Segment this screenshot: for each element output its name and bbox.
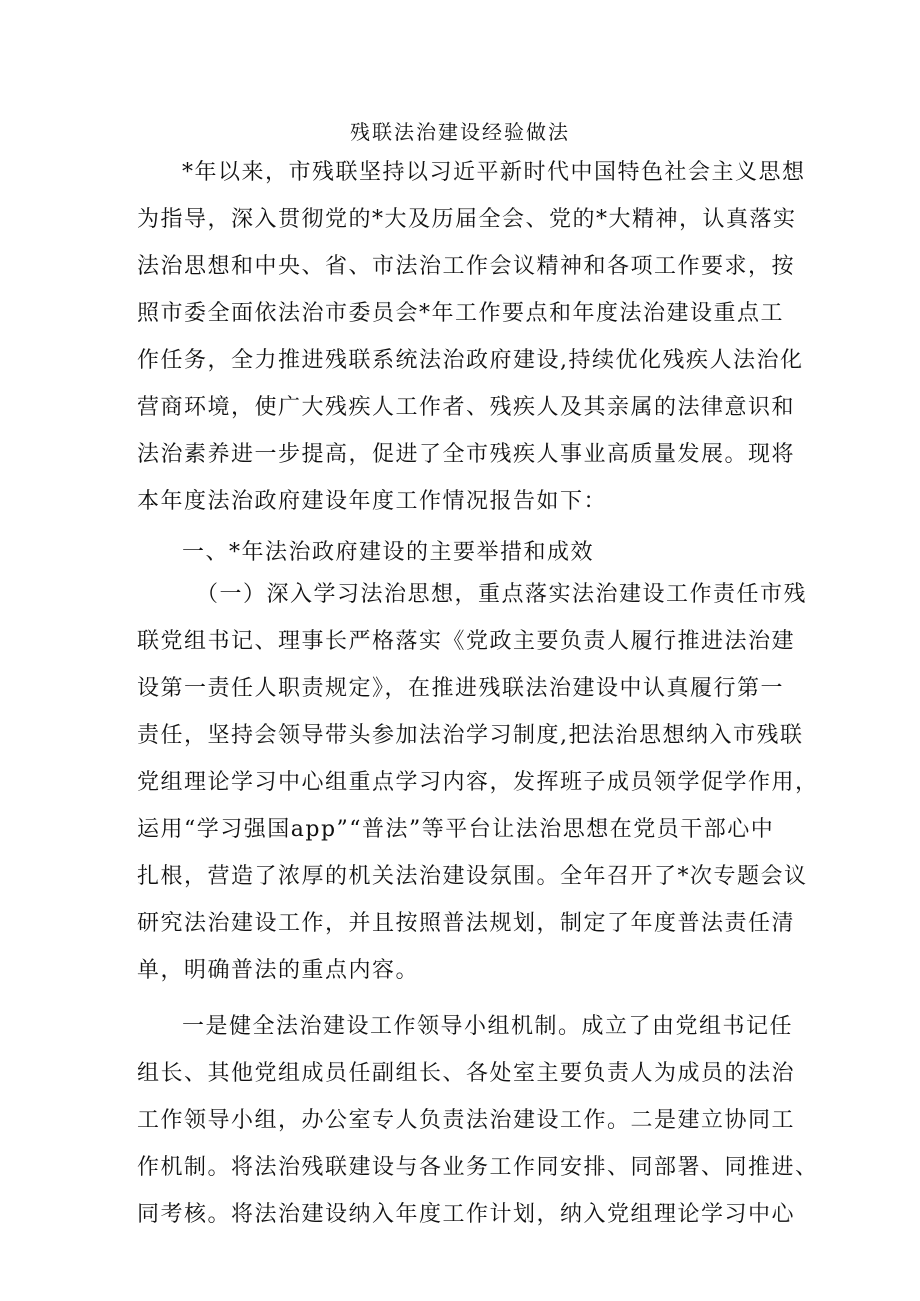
paragraph-line: 法治思想和中央、省、市法治工作会议精神和各项工作要求，按 [137,254,796,279]
paragraph-line: （一）深入学习法治思想，重点落实法治建设工作责任市残 [196,582,808,607]
document-title: 残联法治建设经验做法 [350,120,570,144]
paragraph-line: 运用“学习强国app”“普法”等平台让法治思想在党员干部心中 [137,817,775,842]
paragraph-line: 党组理论学习中心组重点学习内容，发挥班子成员领学促学作用， [137,770,819,795]
paragraph-line: 扎根，营造了浓厚的机关法治建设氛围。全年召开了*次专题会议 [137,864,808,889]
paragraph-line: 法治素养进一步提高，促进了全市残疾人事业高质量发展。现将 [137,442,796,467]
paragraph-line: 同考核。将法治建设纳入年度工作计划，纳入党组理论学习中心 [137,1202,796,1227]
paragraph-line: 工作领导小组，办公室专人负责法治建设工作。二是建立协同工 [137,1108,796,1133]
paragraph-line: 责任，坚持会领导带头参加法治学习制度,把法治思想纳入市残联 [137,723,804,748]
paragraph-line: 本年度法治政府建设年度工作情况报告如下： [137,489,608,514]
paragraph-line: 一是健全法治建设工作领导小组机制。成立了由党组书记任 [182,1014,794,1039]
paragraph-line: 单，明确普法的重点内容。 [137,958,420,983]
paragraph-line: 联党组书记、理事长严格落实《党政主要负责人履行推进法治建 [137,629,796,654]
section-heading: 一、*年法治政府建设的主要举措和成效 [182,540,595,565]
paragraph-line: 组长、其他党组成员任副组长、各处室主要负责人为成员的法治 [137,1061,796,1086]
paragraph-line: 作任务，全力推进残联系统法治政府建设,持续优化残疾人法治化 [137,348,804,373]
paragraph-line: *年以来，市残联坚持以习近平新时代中国特色社会主义思想 [182,160,806,185]
paragraph-line: 营商环境，使广大残疾人工作者、残疾人及其亲属的法律意识和 [137,395,796,420]
paragraph-line: 为指导，深入贯彻党的*大及历届全会、党的*大精神，认真落实 [137,207,797,232]
paragraph-line: 设第一责任人职责规定》，在推进残联法治建设中认真履行第一 [137,676,785,701]
paragraph-line: 作机制。将法治残联建设与各业务工作同安排、同部署、同推进、 [137,1155,819,1180]
paragraph-line: 照市委全面依法治市委员会*年工作要点和年度法治建设重点工 [137,301,785,326]
paragraph-line: 研究法治建设工作，并且按照普法规划，制定了年度普法责任清 [137,911,796,936]
